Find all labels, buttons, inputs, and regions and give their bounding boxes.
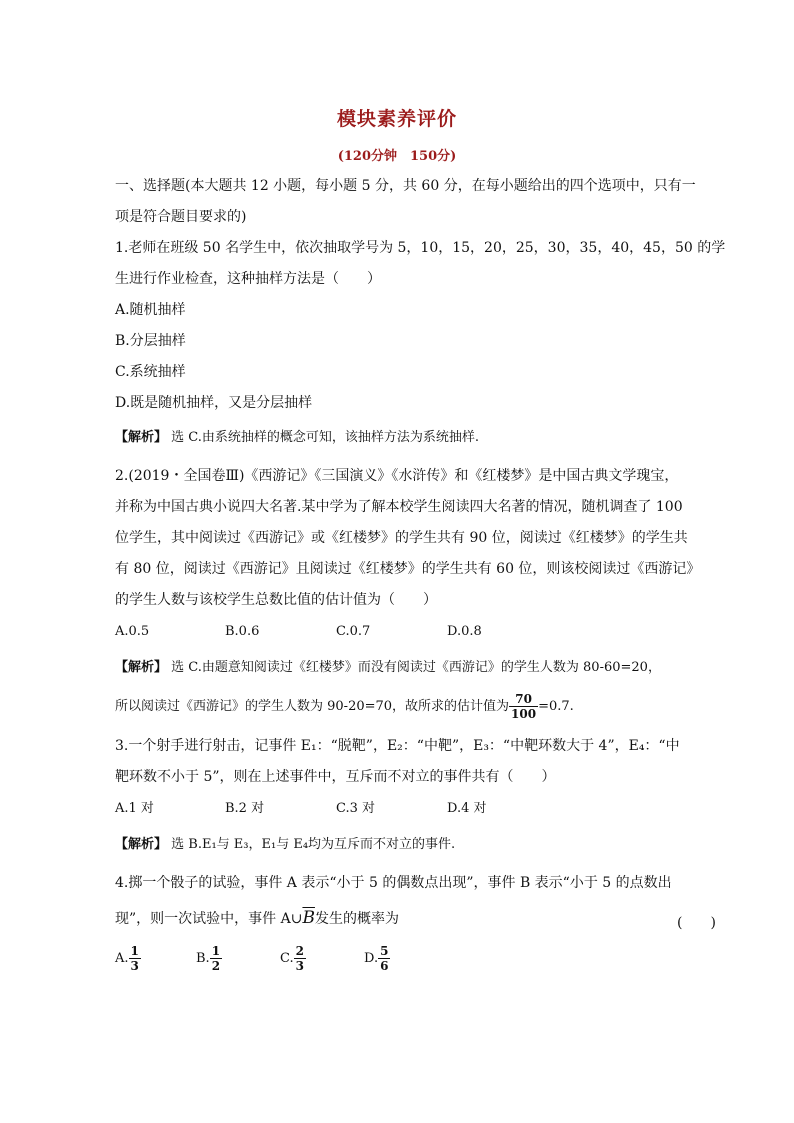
q2-option-a: A.0.5 bbox=[115, 624, 150, 639]
fraction-denominator: 6 bbox=[380, 959, 389, 973]
fraction-numerator: 1 bbox=[130, 944, 139, 958]
q1-stem-line1: 1.老师在班级 50 名学生中，依次抽取学号为 5，10，15，20，25，30，35，40，45，50 的学 bbox=[115, 240, 726, 256]
q2-stem-line5: 的学生人数与该校学生总数比值的估计值为（ ） bbox=[115, 592, 437, 608]
answer-tag: 【解析】 bbox=[115, 430, 168, 445]
fraction-numerator: 1 bbox=[211, 944, 221, 958]
fraction-denominator: 3 bbox=[295, 959, 304, 973]
q1-option-c: C.系统抽样 bbox=[115, 364, 186, 380]
q2-stem-line1: 2.(2019・全国卷Ⅲ)《西游记》《三国演义》《水浒传》和《红楼梦》是中国古典文学瑰宝， bbox=[115, 468, 679, 484]
fraction-numerator: 70 bbox=[509, 692, 538, 707]
q3-stem-line1: 3.一个射手进行射击，记事件 E₁：“脱靶”，E₂：“中靶”，E₃：“中靶环数大于 4”，E₄：“中 bbox=[115, 738, 680, 754]
fraction-denominator: 2 bbox=[211, 959, 221, 973]
q4-option-d bbox=[364, 944, 390, 973]
option-fraction bbox=[378, 944, 390, 973]
q2-answer-line2 bbox=[115, 692, 574, 721]
q1-stem-line2: 生进行作业检查，这种抽样方法是（ ） bbox=[115, 271, 381, 287]
fraction-denominator: 3 bbox=[130, 959, 139, 973]
q1-option-a: A.随机抽样 bbox=[115, 302, 186, 318]
q2-option-c: C.0.7 bbox=[336, 624, 371, 639]
option-fraction bbox=[129, 944, 141, 973]
complement-b: $\overline{B}$ bbox=[302, 908, 315, 928]
q3-option-d: D.4 对 bbox=[447, 801, 487, 816]
answer-tag: 【解析】 bbox=[115, 837, 168, 852]
q3-option-b: B.2 对 bbox=[225, 801, 265, 816]
q1-option-d: D.既是随机抽样，又是分层抽样 bbox=[115, 395, 313, 411]
q2-answer-line1 bbox=[115, 658, 661, 678]
page-subtitle: (120分钟 150分) bbox=[337, 149, 457, 164]
q1-answer bbox=[115, 428, 479, 448]
q4-option-a bbox=[115, 944, 141, 973]
answer-tag: 【解析】 bbox=[115, 660, 168, 675]
page-title: 模块素养评价 bbox=[336, 108, 457, 130]
section-heading-line1: 一、选择题(本大题共 12 小题，每小题 5 分，共 60 分，在每小题给出的四个选项中，只有一 bbox=[115, 178, 696, 194]
option-label: C. bbox=[280, 951, 294, 966]
option-fraction bbox=[210, 944, 222, 973]
q4-stem-text-end: 发生的概率为 bbox=[314, 911, 399, 927]
q2-option-b: B.0.6 bbox=[225, 624, 260, 639]
fraction-denominator: 100 bbox=[511, 707, 537, 721]
q2-stem-line2: 并称为中国古典小说四大名著.某中学为了解本校学生阅读四大名著的情况，随机调查了 100 bbox=[115, 499, 683, 515]
option-fraction bbox=[294, 944, 306, 973]
q2-stem-line3: 位学生，其中阅读过《西游记》或《红楼梦》的学生共有 90 位，阅读过《红楼梦》的学生共 bbox=[115, 530, 688, 546]
option-label: A. bbox=[115, 951, 129, 966]
q4-answer-paren: ( ) bbox=[677, 915, 716, 931]
section-heading-line2: 项是符合题目要求的) bbox=[115, 209, 247, 225]
q4-stem-text: 现”，则一次试验中，事件 A∪ bbox=[115, 911, 303, 927]
q1-option-b: B.分层抽样 bbox=[115, 333, 186, 349]
q2-stem-line4: 有 80 位，阅读过《西游记》且阅读过《红楼梦》的学生共有 60 位，则该校阅读过《西游记》 bbox=[115, 561, 701, 577]
q4-option-c bbox=[280, 944, 306, 973]
q2-answer-text2: 所以阅读过《西游记》的学生人数为 90-20=70，故所求的估计值为 bbox=[115, 699, 510, 714]
q2-answer-text1: 选 C.由题意知阅读过《红楼梦》而没有阅读过《西游记》的学生人数为 80-60=20， bbox=[171, 660, 661, 675]
q1-answer-text: 选 C.由系统抽样的概念可知，该抽样方法为系统抽样. bbox=[171, 430, 480, 445]
q4-stem-line2 bbox=[115, 908, 399, 929]
q3-answer-text: 选 B.E₁与 E₃，E₁与 E₄均为互斥而不对立的事件. bbox=[171, 837, 456, 852]
q2-answer-fraction bbox=[509, 692, 538, 721]
q3-option-c: C.3 对 bbox=[336, 801, 376, 816]
q4-option-b bbox=[196, 944, 222, 973]
q4-stem-line1: 4.掷一个骰子的试验，事件 A 表示“小于 5 的偶数点出现”，事件 B 表示“小于 5 的点数出 bbox=[115, 875, 672, 891]
q3-answer bbox=[115, 835, 455, 855]
q3-stem-line2: 靶环数不小于 5”，则在上述事件中，互斥而不对立的事件共有（ ） bbox=[115, 769, 556, 785]
option-label: B. bbox=[196, 951, 210, 966]
q2-answer-text2-end: =0.7. bbox=[538, 699, 574, 714]
fraction-numerator: 5 bbox=[380, 944, 389, 958]
q2-option-d: D.0.8 bbox=[447, 624, 482, 639]
option-label: D. bbox=[364, 951, 379, 966]
q3-option-a: A.1 对 bbox=[115, 801, 154, 816]
fraction-numerator: 2 bbox=[295, 944, 304, 958]
